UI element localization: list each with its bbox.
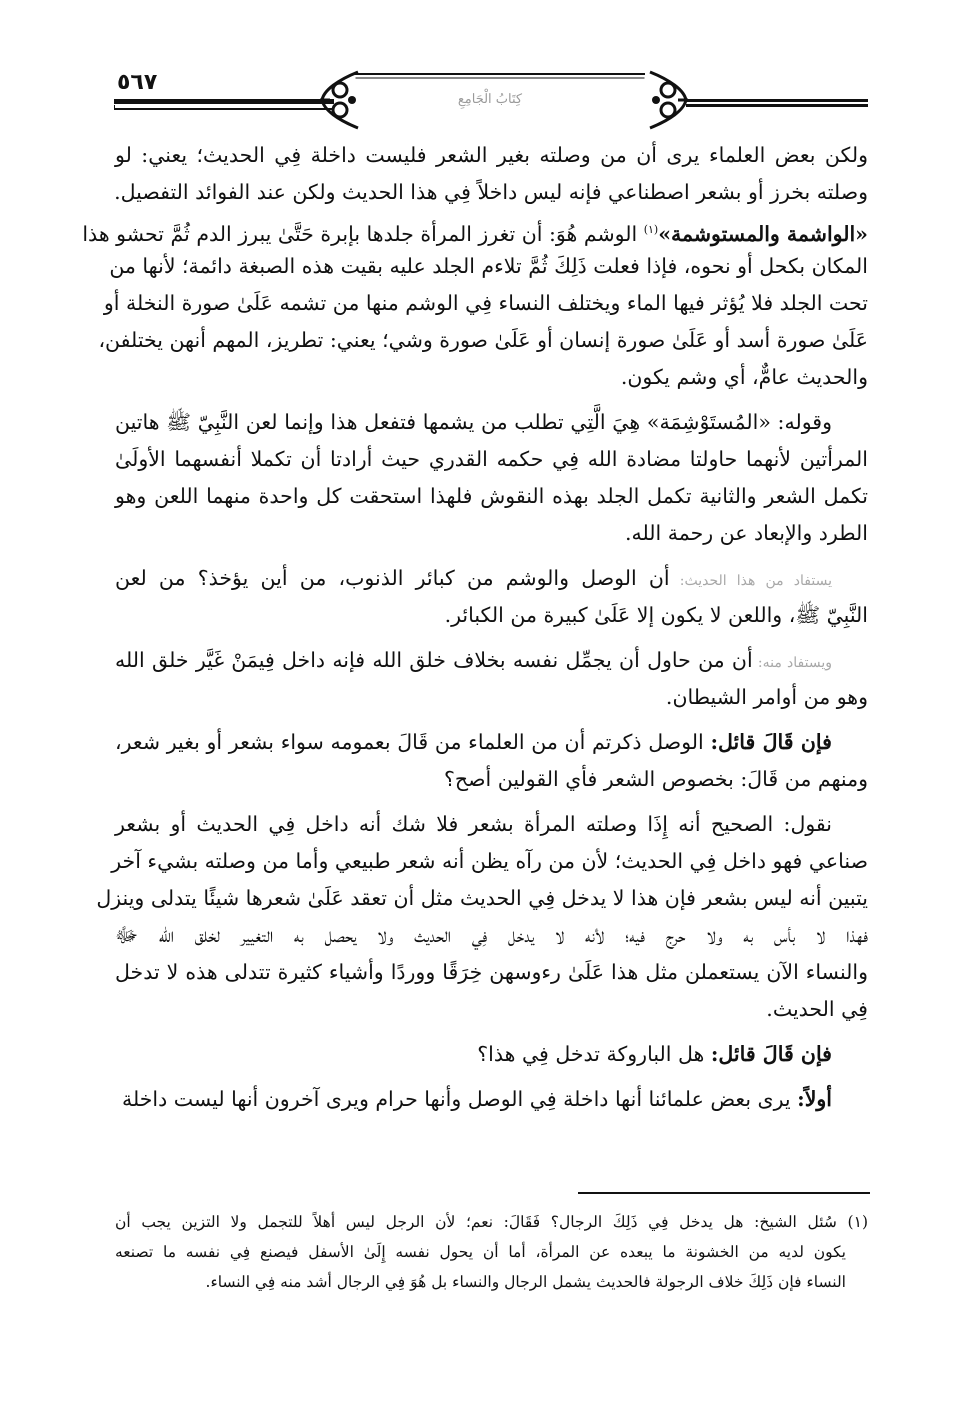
text-segment: يتبين أنه ليس بشعر فإن هذا لا يدخل فِي الحديث مثل أن تعقد عَلَىٰ شعرها شيئًا يتدلى وينزل — [96, 886, 868, 910]
ornament-icon — [318, 70, 362, 130]
text-line — [115, 1081, 868, 1118]
text-segment: صناعي فهو داخل فِي الحديث؛ لأن من رآه يظن أنه شعر طبيعي وأما من وصلته بشيء آخر — [111, 849, 868, 873]
text-line — [111, 843, 868, 880]
text-segment: الوشم هُوَ: أن تغرز المرأة جلدها بإبرة حَتَّىٰ يبرز الدم ثُمَّ تحشو هذا — [82, 221, 644, 246]
text-segment: فهذا لا بأس به ولا حرج فيه؛ لأنه لا يدخل فِي الحديث ولا يحصل به التغيير لخلق الله ﷻ — [115, 923, 868, 947]
ornament-icon — [646, 70, 690, 130]
text-segment: يرى بعض علمائنا أنها داخلة فِي الوصل وأنها حرام ويرى آخرون أنها ليست داخلة — [121, 1087, 798, 1111]
text-segment: وصلته بخرز أو بشعر اصطناعي فإنه ليس داخلاً فِي هذا الحديث ولكن عند الفوائد التفصيل. — [114, 180, 868, 204]
text-segment: المكان بكحل أو نحوه، فإذا فعلت ذَلِكَ ثُمَّ تلاءم الجلد عليه بقيت هذه الصبغة دائمة؛ لأنها من — [109, 254, 868, 278]
text-segment: الطرد والإبعاد عن رحمة الله. — [624, 521, 868, 545]
page-header — [0, 0, 978, 130]
header-rule-left — [114, 99, 334, 104]
text-segment: النَّبِيّ ﷺ، واللعن لا يكون إلا عَلَىٰ كبيرة من الكبائر. — [444, 603, 868, 627]
paragraph — [82, 137, 868, 396]
paragraph — [115, 560, 868, 634]
text-line — [115, 1036, 868, 1073]
emphasis-text: «الواشمة والمستوشمة» — [658, 221, 868, 246]
text-line — [115, 724, 868, 761]
text-segment: وهو من أوامر الشيطان. — [665, 685, 868, 709]
text-segment: عَلَىٰ صورة أسد أو عَلَىٰ صورة إنسان أو عَلَىٰ صورة وشي؛ يعني: تطريز، المهم أنهن يختلفن، — [98, 328, 868, 352]
emphasis-text: أولاً: — [797, 1087, 832, 1111]
text-segment: أن الوصل والوشم من كبائر الذنوب، من أين يؤخذ؟ من لعن — [115, 566, 670, 590]
footnote-line: النساء فإن ذَلِكَ خلاف الرجولة فالحديث يشمل الرجال والنساء بل هُوَ فِي الرجال أشد منه فِي النساء. — [205, 1273, 846, 1291]
main-text — [82, 137, 868, 1126]
text-line — [115, 137, 868, 174]
text-line — [115, 954, 868, 991]
text-line — [109, 248, 868, 285]
text-segment: الوصل ذكرتم أن من العلماء من قَالَ بعمومه سواء بشعر أو بغير شعر، — [115, 730, 711, 754]
emphasis-text: فإن قَالَ قائل: — [710, 1042, 832, 1066]
text-line — [82, 211, 868, 248]
paragraph — [96, 806, 868, 1028]
text-segment: ومنهم من قَالَ: بخصوص الشعر فأي القولين أصح؟ — [444, 767, 868, 791]
text-line — [115, 174, 868, 211]
text-line — [115, 515, 868, 552]
text-line — [115, 597, 868, 634]
header-rule-top — [355, 73, 645, 75]
footnotes — [115, 1207, 868, 1297]
text-line — [115, 478, 868, 515]
text-line — [115, 359, 868, 396]
text-segment: تحت الجلد فلا يُؤثر فيها الماء ويختلف النساء فِي الوشم منها من تشمه عَلَىٰ صورة النخلة أو — [103, 291, 868, 315]
text-line — [115, 679, 868, 716]
text-segment: ولكن بعض العلماء يرى أن من وصلته بغير الشعر فليست داخلة فِي الحديث؛ يعني: لو — [115, 143, 868, 167]
text-line — [115, 441, 868, 478]
text-line — [115, 991, 868, 1028]
text-segment: والنساء الآن يستعملن مثل هذا عَلَىٰ رءوسهن خِرَقًا ووردًا وأشياء كثيرة تتدلى هذه لا تدخل — [115, 960, 868, 984]
paragraph — [115, 724, 868, 798]
section-label: يستفاد من هذا الحديث: — [669, 573, 832, 589]
text-segment: والحديث عامٌّ، أي وشم يكون. — [620, 365, 868, 389]
text-segment: هل الباروكة تدخل فِي هذا؟ — [477, 1042, 711, 1066]
paragraph — [115, 404, 868, 552]
text-segment: المرأتين لأنهما حاولتا مضادة الله فِي حكمه القدري حيث أرادتا أن تكملا أنفسهما الأولَىٰ — [115, 447, 868, 471]
text-line — [115, 806, 868, 843]
text-segment: تكمل الشعر والثانية تكمل الجلد بهذه النقوش فلهذا استحقت كل واحدة منهما اللعن وهو — [115, 484, 868, 508]
footnote-divider — [578, 1192, 870, 1194]
emphasis-text: فإن قَالَ قائل: — [710, 730, 832, 754]
footnote-line: (١) سُئل الشيخ: هل يدخل فِي ذَلِكَ الرجال؟ فَقَالَ: نعم؛ لأن الرجل ليس أهلاً للتجمل ولا التزين يجب أن — [115, 1213, 868, 1231]
text-line — [98, 322, 868, 359]
text-segment: وقوله: «المُستَوْشِمَة» هِيَ الَّتِي تطلب من يشمها فتفعل هذا وإنما لعن النَّبِيّ ﷺ هاتين — [115, 410, 832, 434]
paragraph — [115, 642, 868, 716]
text-line — [115, 917, 868, 954]
text-line — [103, 285, 868, 322]
section-label: ويستفاد منه: — [752, 655, 832, 671]
text-segment: فِي الحديث. — [766, 997, 868, 1021]
paragraph — [115, 1081, 868, 1118]
paragraph — [115, 1036, 868, 1073]
text-line — [115, 761, 868, 798]
header-rule-right — [686, 99, 868, 102]
page-number: ٥٦٧ — [117, 70, 158, 95]
footnote-line: يكون لديه من الخشونة ما يبعده عن المرأة، أما أن يحول نفسه إِلَىٰ الأسفل فيصنع فِي نفسه ما تصنعه — [115, 1243, 846, 1261]
running-title: كِتَابُ الْجَامِعِ — [457, 92, 523, 107]
text-line — [115, 560, 868, 597]
text-segment: نقول: الصحيح أنه إِذَا وصلته المرأة بشعر فلا شك أنه داخل فِي الحديث أو بشعر — [115, 812, 832, 836]
text-segment: أن من حاول أن يجمِّل نفسه بخلاف خلق الله فإنه داخل فِيمَنْ غَيَّر خلق الله — [115, 648, 753, 672]
text-line — [96, 880, 868, 917]
footnote-ref: (١) — [643, 223, 659, 236]
text-line — [115, 404, 868, 441]
text-line — [115, 642, 868, 679]
